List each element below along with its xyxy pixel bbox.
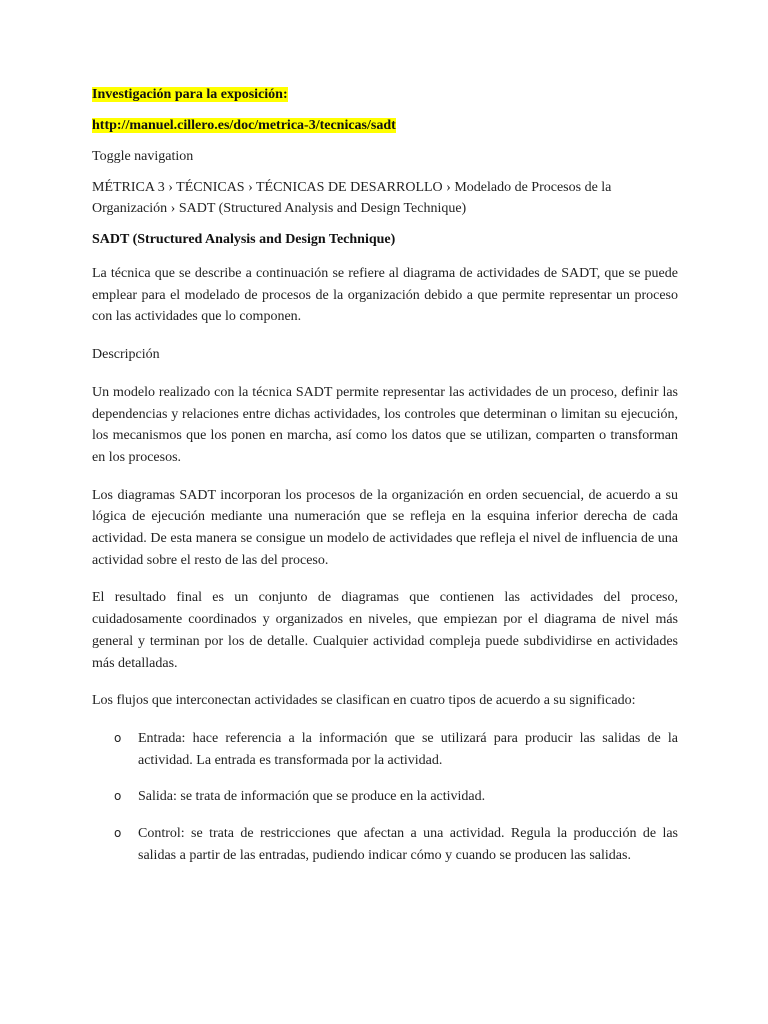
toggle-navigation-text: Toggle navigation bbox=[92, 149, 194, 164]
list-item-text: Control: se trata de restricciones que afectan a una actividad. Regula la producción de las salidas a partir de las entradas, pudiendo indicar cómo y cuando se producen las salidas. bbox=[138, 826, 678, 863]
research-heading: Investigación para la exposición: bbox=[92, 87, 288, 102]
list-item-text: Entrada: hace referencia a la información que se utilizará para producir las salidas de la actividad. La entrada es transformada por la actividad. bbox=[138, 730, 678, 768]
paragraph-flows: Los flujos que interconectan actividades se clasifican en cuatro tipos de acuerdo a su significado: bbox=[92, 693, 636, 709]
source-url-line bbox=[92, 115, 678, 137]
document-title: SADT (Structured Analysis and Design Technique) bbox=[92, 232, 396, 247]
list-item-entrada bbox=[92, 728, 678, 771]
paragraph-result: El resultado final es un conjunto de diagramas que contienen las actividades del proceso, cuidadosamente coordinados y organizados en niveles, que empiezan por el diagrama de nivel más general y terminan por los de detalle. Cualquier actividad compleja puede subdividirse en actividades más detalladas. bbox=[92, 590, 678, 671]
document-page bbox=[92, 84, 678, 881]
bullet-icon: o bbox=[114, 826, 122, 841]
flow-types-list bbox=[92, 728, 678, 867]
list-item-text: Salida: se trata de información que se produce en la actividad. bbox=[138, 789, 486, 805]
bullet-icon: o bbox=[114, 730, 122, 745]
list-item-control bbox=[92, 823, 678, 866]
paragraph-model: Un modelo realizado con la técnica SADT permite representar las actividades de un proceso, definir las dependencias y relaciones entre dichas actividades, los controles que determinan o limitan su ejecución, los mecanismos que los ponen en marcha, así como los datos que se utilizan, comparten o transforman en los procesos. bbox=[92, 384, 678, 465]
section-label-descripcion: Descripción bbox=[92, 347, 160, 363]
research-heading-line bbox=[92, 84, 678, 106]
paragraph-diagrams: Los diagramas SADT incorporan los procesos de la organización en orden secuencial, de acuerdo a su lógica de ejecución mediante una numeración que se refleja en la esquina inferior derecha de cada actividad. De esta manera se consigue un modelo de actividades que refleja el nivel de influencia de una actividad sobre el resto de las del proceso. bbox=[92, 487, 678, 568]
source-url: http://manuel.cillero.es/doc/metrica-3/tecnicas/sadt bbox=[92, 118, 396, 133]
bullet-icon: o bbox=[114, 789, 122, 804]
list-item-salida bbox=[92, 786, 678, 808]
intro-paragraph: La técnica que se describe a continuación se refiere al diagrama de actividades de SADT, que se puede emplear para el modelado de procesos de la organización debido a que permite representar un proceso con las actividades que lo componen. bbox=[92, 266, 678, 325]
breadcrumb: MÉTRICA 3 › TÉCNICAS › TÉCNICAS DE DESARROLLO › Modelado de Procesos de la Organización › SADT (Structured Analysis and Design Technique) bbox=[92, 180, 612, 216]
